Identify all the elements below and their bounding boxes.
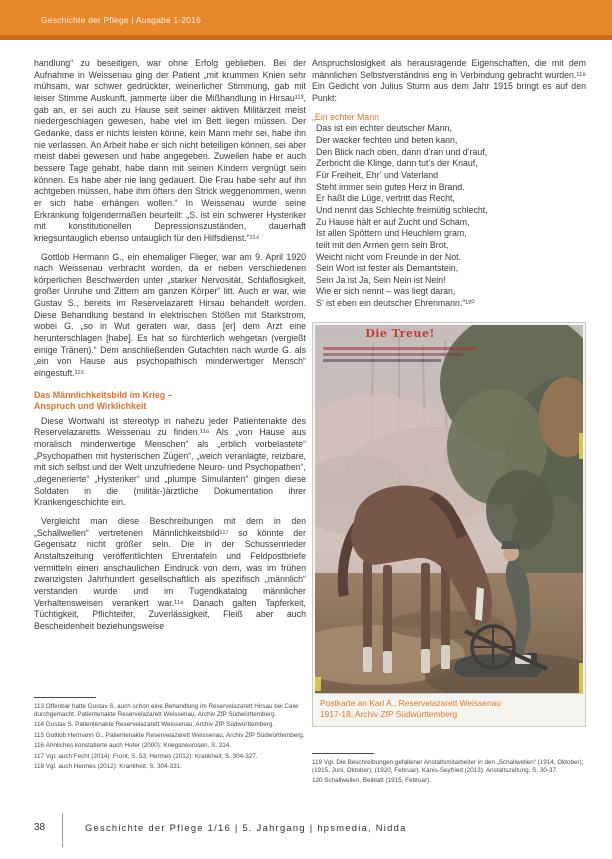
paragraph: Gottlob Hermann G., ein ehemaliger Flieger, war am 9. April 1920 nach Weissenau verbracht worden, da er neben verschiedenen körperlichen Beschwerden unter „starker Nervosität, Schlaflosigkeit, großer Unruhe und Zittern am ganzen Körper“ litt. Auch er war, wie Gustav S., bereits im Reservelazarett Hirsau behandelt worden. Diese Behandlung bestand in elektrischen Stößen mit Starkstrom, wobei G. „so in Wut geraten war, dass [er] dem Arzt eine herunterschlagen [habe]. Es hat so fürchterlich wehgetan (vergießt einige Tränen).“ Dem anschließenden Gutachten nach wurde G. als „ein von Hause aus psychopathisch minderwertiger Mensch“ eingestuft.¹¹⁵ bbox=[34, 251, 306, 379]
poem-line: Weicht nicht vom Freunde in der Not. bbox=[316, 251, 462, 262]
footnotes-right bbox=[312, 753, 588, 788]
scan-artifact bbox=[315, 677, 321, 691]
poem-line: Das ist ein echter deutscher Mann, bbox=[316, 123, 452, 134]
page-header bbox=[0, 0, 612, 40]
poem-line: Er haßt die Lüge, vertritt das Recht, bbox=[316, 193, 455, 204]
postcard-photo bbox=[315, 325, 583, 693]
poem-line: S’ ist eben ein deutscher Ehrenmann.“¹²⁰ bbox=[316, 298, 475, 309]
footnote: 115 Gottlob Hermann G., Patientenakte Reservelazarett Weissenau, Archiv ZfP Südwürttemberg. bbox=[34, 731, 305, 739]
poem-line: Ist allen Spöttern und Heuchlern gram, bbox=[316, 228, 467, 239]
footnotes-left bbox=[34, 697, 306, 773]
footer-journal-info: Geschichte der Pflege 1/16 | 5. Jahrgang | hpsmedia, Nidda bbox=[85, 823, 407, 833]
poem-title: „Ein echter Mann bbox=[312, 111, 379, 122]
section-heading bbox=[34, 390, 306, 413]
left-column bbox=[34, 58, 306, 640]
paragraph-continuation: Anspruchslosigkeit als herausragende Eigenschaften, die mit dem männlichen Selbstverständnis eng in Verbindung gebracht wurden.¹¹⁹ Ein Gedicht von Julius Sturm aus dem Jahr 1915 bringt es auf den Punkt: bbox=[312, 58, 586, 103]
poem-line: Den Blick nach oben, dann d’ran und d’rauf, bbox=[316, 146, 488, 157]
footnote: 114 Gustav S. Patientenakte Reservelazarett Weissenau, Archiv ZfP Südwürttemberg. bbox=[34, 721, 275, 729]
poem-line: Wie er sich nennt – was liegt daran, bbox=[316, 286, 456, 297]
postcard-caption-line2: 1917-18, Archiv ZfP Südwürttemberg bbox=[320, 708, 458, 719]
paragraph: Diese Wortwahl ist stereotyp in nahezu jeder Patientenakte des Reservelazaretts Weissenau zu finden.¹¹⁶ Als „von Hause aus moralisch minderwertige Menschen“ als „erblich vorbelastete“ „Psychopathen mit hysterischen Zügen“, „weich veranlagte, reizbare, mit sich selbst und der Welt unzufriedene Neuro- und Psychopathen“, „degenerierte“ „Hysteriker“ und „plumpe Simulanten“ gingen diese Soldaten in die (militär-)ärztliche Dokumentation ihrer Krankengeschichte ein. bbox=[34, 415, 306, 508]
section-heading-line2: Anspruch und Wirklichkeit bbox=[34, 401, 147, 412]
footnote-rule bbox=[34, 697, 96, 698]
postcard-caption-line1: Postkarte an Karl A., Reservelazarett Weissenau bbox=[320, 697, 501, 708]
poem-line: Der wacker fechten und beten kann, bbox=[316, 134, 458, 145]
postcard-caption bbox=[315, 693, 583, 724]
poem-line: Für Freiheit, Ehr’ und Vaterland bbox=[316, 169, 439, 180]
page-number: 38 bbox=[34, 822, 46, 833]
poem-line: Und nennt das Schlechte freimütig schlecht, bbox=[316, 204, 488, 215]
poem-line: Steht immer sein gutes Herz in Brand. bbox=[316, 181, 465, 192]
right-column bbox=[312, 58, 586, 727]
journal-header-title: Geschichte der Pflege | Ausgabe 1-2016 bbox=[41, 15, 202, 25]
poem-line: Sein Ja ist Ja, Sein Nein ist Nein! bbox=[316, 274, 446, 285]
footnote: 118 Vgl. auch Hermes (2012): Krankheit, S. 304-331. bbox=[34, 762, 182, 770]
postcard-illustration bbox=[315, 325, 583, 693]
footnote: 113 Offenbar hatte Gustav S. auch schon eine Behandlung im Reservelazarett Hirsau bei Calw durchgemacht. Patientenakte Reservelazarett Weissenau, Archiv ZfP Südwürttemberg. bbox=[34, 703, 299, 718]
paragraph: Vergleicht man diese Beschreibungen mit dem in den „Schallwellen“ vertretenen Männlichkeitsbild¹¹⁷ so könnte der Gegensatz nicht größer sein. Die in der Schussenrieder Anstaltszeitung veröffentlichten Ehrentafeln und Feldpostbriefe vermitteln einen anschaulichen Eindruck von dem, was im frühen zwanzigsten Jahrhundert gesellschaftlich als spezifisch „männlich“ verstanden wurde und im Tugendkatalog männlicher Verhaltensweisen verankert war.¹¹⁸ Danach galten Tapferkeit, Tüchtigkeit, Pflichteifer, Zuverlässigkeit, Fleiß aber auch Bescheidenheit beziehungsweise bbox=[34, 515, 306, 631]
scan-artifact bbox=[579, 433, 583, 459]
poem-line: Zerbricht die Klinge, dann tut’s der Knauf, bbox=[316, 158, 478, 169]
poem-line: Sein Wort ist fester als Demantstein, bbox=[316, 263, 459, 274]
footnote: 117 Vgl. auch Fecht (2014): Front, S. 53; Hermes (2012): Krankheit, S. 304-327. bbox=[34, 752, 258, 760]
postcard-verse-line bbox=[323, 347, 475, 350]
postcard-verse-line bbox=[323, 359, 441, 362]
postcard-figure bbox=[312, 322, 586, 727]
footnote: 119 Vgl. Die Beschreibungen gefallener Anstaltsmitarbeiter in den „Schallwellen“ (1914, Oktober); (1915, Juni, Oktober); (1920, Februar). Kanis-Seyfried (2013): Anstaltszeitung, S. 30-37. bbox=[312, 759, 584, 774]
paragraph-continuation: handlung“ zu beseitigen, war ohne Erfolg geblieben. Bei der Aufnahme in Weissenau ging der Patient „mit krummen Knien sehr mühsam, war schwer gedrückter, weinerlicher Stimmung, gab mit leiser Stimme Auskunft, jammerte über die Mißhandlung in Hirsau¹¹³, gab an, er sei auch zu Hause seit seiner aktiven Militärzeit meist niedergeschlagen gewesen, habe viel im Bett liegen müssen. Der Gedanke, dass er nichts leisten könne, kein Mann mehr sei, habe ihn nie verlassen. An Arbeit habe er sich nicht beteiligen können, sei aber meist dabei gewesen und habe angegeben. Zuweilen habe er auch bessere Tage gehabt, habe dann mit seinen Kindern vergnügt sein können. Es habe aber nie lang gedauert. Die Frau habe sehr auf ihn achtgeben müssen, habe ihm öfters den Strick weggenommen, wenn er sich habe erhängen wollen.“ In Weissenau wurde seine Erkrankung folgendermaßen beurteilt: „S. ist ein schwerer Hysteriker mit konstitutionellen Depressionszuständen, dauerhaft kriegsuntauglich ebenso untauglich für den Hilfsdienst.“¹¹⁴ bbox=[34, 58, 306, 243]
postcard-verse-line bbox=[323, 353, 463, 356]
footer-divider bbox=[62, 813, 63, 847]
scan-artifact bbox=[579, 663, 583, 693]
footnote: 116 Ähnliches konstatierte auch Hofer (2000): Kriegsneurosen, S. 314. bbox=[34, 742, 231, 750]
footnote: 120 Schallwellen, Beiblatt (1915, Februar). bbox=[312, 777, 432, 785]
poem-block bbox=[312, 112, 586, 310]
poem-line: Zu Hause hält er auf Zucht und Scham, bbox=[316, 216, 470, 227]
footnote-rule bbox=[312, 753, 374, 754]
poem-line: teilt mit den Armen gern sein Brot, bbox=[316, 239, 449, 250]
postcard-title-text: Die Treue! bbox=[365, 326, 435, 340]
section-heading-line1: Das Männlichkeitsbild im Krieg – bbox=[34, 389, 173, 400]
